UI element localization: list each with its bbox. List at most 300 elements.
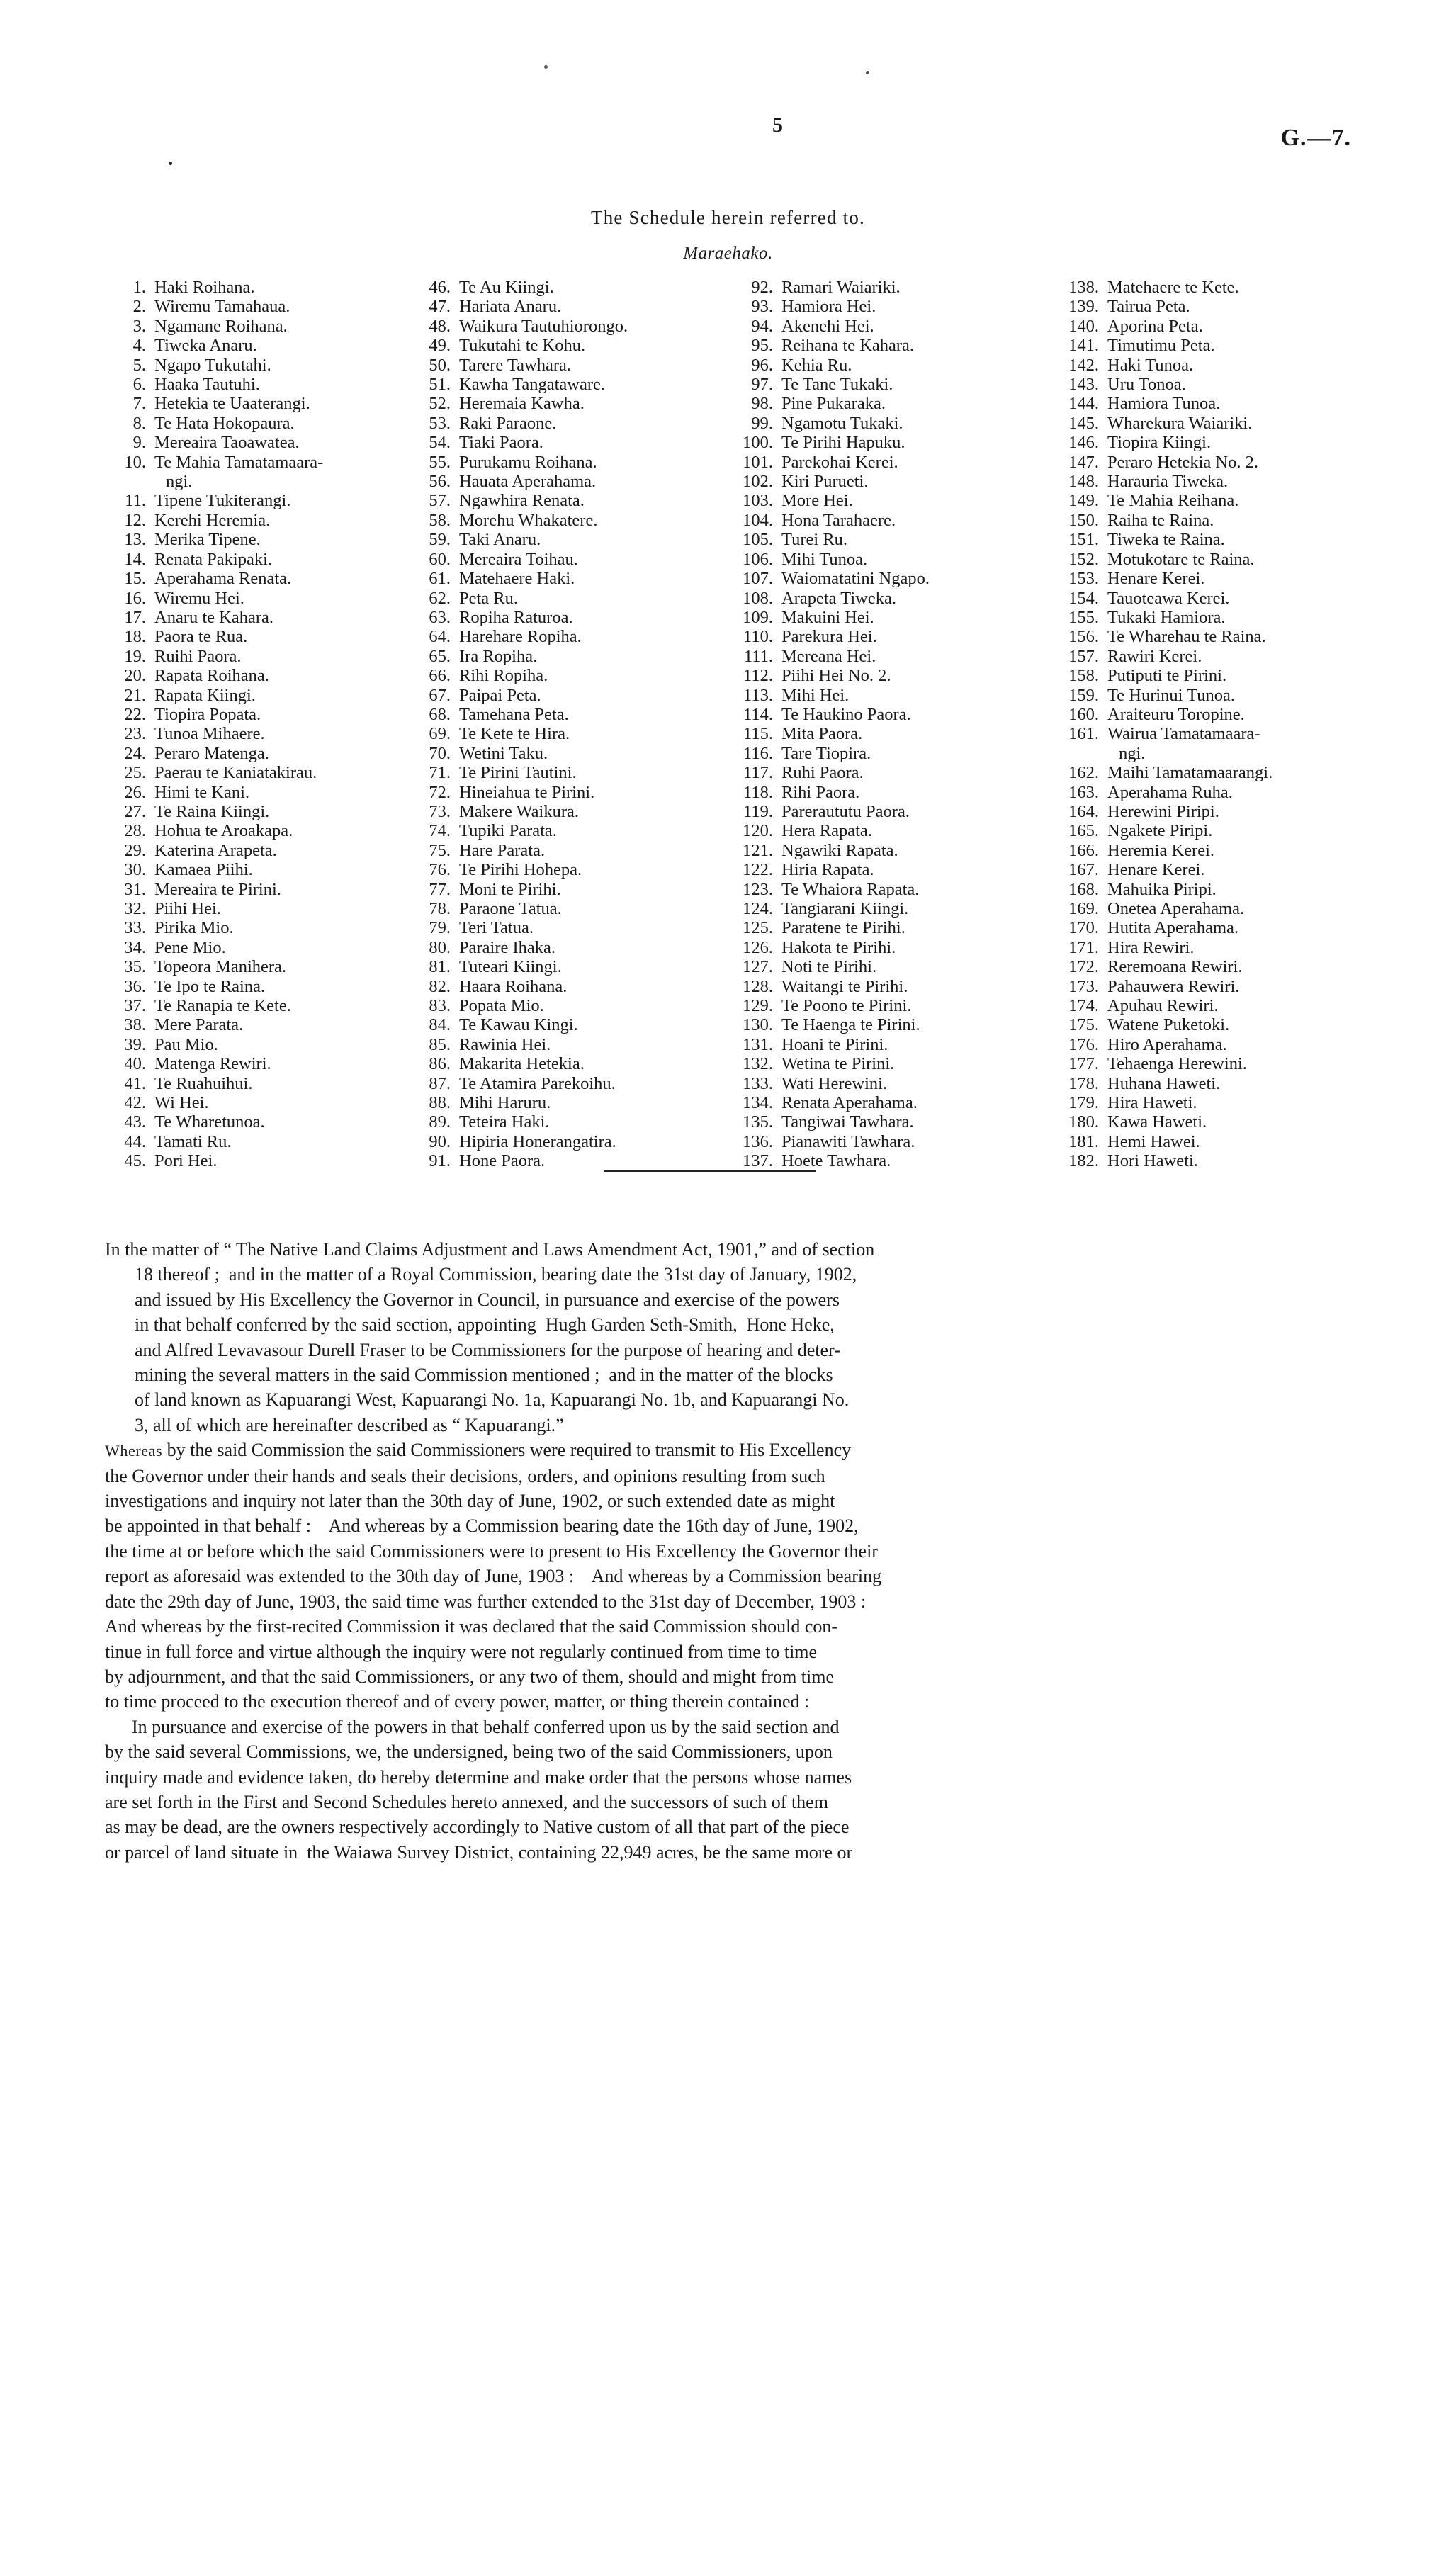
item-name: Te Au Kiingi. — [459, 278, 554, 297]
list-item — [106, 841, 411, 860]
list-item — [1059, 530, 1364, 549]
item-number: 82. — [429, 976, 451, 996]
list-item — [733, 977, 1059, 996]
item-name: Tarere Tawhara. — [459, 355, 571, 375]
item-number: 139. — [1068, 297, 1099, 317]
whereas-rest: by the said Commission the said Commissioners were required to transmit to His Excellency — [162, 1440, 852, 1461]
item-name: Wetini Taku. — [459, 743, 548, 763]
item-number: 76. — [429, 860, 451, 880]
item-name: Haki Tunoa. — [1107, 355, 1194, 375]
item-name: Tiopira Kiingi. — [1107, 433, 1212, 453]
list-item — [411, 918, 733, 937]
item-number: 96. — [751, 355, 773, 375]
list-item — [733, 472, 1059, 491]
list-item — [1059, 880, 1364, 899]
list-item — [411, 1035, 733, 1054]
item-number: 8. — [132, 413, 146, 433]
list-item — [733, 414, 1059, 433]
item-number: 54. — [429, 433, 451, 453]
item-name: Waiomatatini Ngapo. — [781, 569, 930, 589]
item-name: Peta Ru. — [459, 588, 519, 608]
item-name: Tunoa Mihaere. — [154, 724, 265, 744]
list-item — [733, 686, 1059, 705]
item-number: 145. — [1068, 413, 1099, 433]
item-name: Wi Hei. — [154, 1093, 209, 1113]
list-item — [106, 589, 411, 608]
item-name: Kerehi Heremia. — [154, 510, 271, 530]
item-number: 31. — [124, 879, 146, 899]
list-item — [411, 1151, 733, 1170]
list-item — [733, 627, 1059, 646]
list-item — [411, 375, 733, 394]
text-line: date the 29th day of June, 1903, the said time was further extended to the 31st day of December, 1903 : — [105, 1591, 867, 1612]
list-item — [106, 394, 411, 413]
item-number: 62. — [429, 588, 451, 608]
list-item — [1059, 433, 1364, 452]
list-item — [106, 414, 411, 433]
item-name: Hetekia te Uaaterangi. — [154, 394, 310, 414]
item-name: Parekohai Kerei. — [781, 452, 898, 472]
item-number: 118. — [743, 782, 773, 802]
item-number: 182. — [1068, 1151, 1099, 1171]
item-name: Onetea Aperahama. — [1107, 899, 1245, 918]
item-number: 1. — [132, 278, 146, 297]
list-item — [1059, 821, 1364, 840]
item-name: Tupiki Parata. — [459, 821, 557, 841]
item-number: 71. — [429, 763, 451, 783]
item-name: Te Atamira Parekoihu. — [459, 1073, 616, 1093]
paragraph-in-pursuance — [105, 1715, 1352, 1865]
item-name: Te Tane Tukaki. — [781, 375, 893, 395]
item-number: 57. — [429, 491, 451, 511]
list-item — [1059, 453, 1364, 472]
list-item — [1059, 511, 1364, 530]
item-name: Pirika Mio. — [154, 918, 234, 938]
list-item — [411, 686, 733, 705]
item-number: 43. — [124, 1112, 146, 1132]
item-number: 45. — [124, 1151, 146, 1171]
list-item — [733, 705, 1059, 724]
item-name: Ira Ropiha. — [459, 646, 538, 666]
item-name: Ngamane Roihana. — [154, 316, 288, 336]
item-name: Hineiahua te Pirini. — [459, 782, 595, 802]
item-name: Pareraututu Paora. — [781, 801, 910, 821]
list-item — [411, 802, 733, 821]
item-number: 19. — [124, 646, 146, 666]
item-name: Tangiarani Kiingi. — [781, 899, 909, 918]
list-item — [1059, 938, 1364, 957]
text-line: to time proceed to the execution thereof and of every power, matter, or thing therein contained : — [105, 1691, 810, 1712]
list-item — [733, 996, 1059, 1015]
list-item — [733, 1112, 1059, 1131]
item-name: Wairua Tamatamaara- — [1107, 724, 1260, 744]
list-item — [733, 1035, 1059, 1054]
item-number: 167. — [1068, 860, 1099, 880]
item-name: Kamaea Piihi. — [154, 860, 253, 880]
item-number: 20. — [124, 666, 146, 686]
text-line: mining the several matters in the said Commission mentioned ; and in the matter of the blocks — [135, 1365, 833, 1386]
item-name: Te Kete te Hira. — [459, 724, 570, 744]
item-name: Harauria Tiweka. — [1107, 472, 1229, 492]
list-item — [1059, 375, 1364, 394]
item-name: Mereaira Toihau. — [459, 549, 578, 569]
list-item — [106, 569, 411, 588]
item-number: 68. — [429, 704, 451, 724]
item-number: 148. — [1068, 472, 1099, 492]
item-number: 72. — [429, 782, 451, 802]
item-number: 10. — [124, 452, 146, 472]
item-number: 147. — [1068, 452, 1099, 472]
item-name: Te Pirihi Hapuku. — [781, 433, 905, 453]
list-item — [411, 433, 733, 452]
item-name: Piihi Hei. — [154, 899, 221, 918]
item-name: Tukaki Hamiora. — [1107, 607, 1226, 627]
item-name: Aporina Peta. — [1107, 316, 1203, 336]
item-name: Paipai Peta. — [459, 685, 541, 705]
list-item — [1059, 977, 1364, 996]
list-item — [733, 821, 1059, 840]
item-name: Tiaki Paora. — [459, 433, 543, 453]
item-number: 90. — [429, 1131, 451, 1151]
list-item — [1059, 1054, 1364, 1073]
item-number: 109. — [743, 607, 773, 627]
item-number: 124. — [743, 899, 773, 918]
item-name: Te Poono te Pirini. — [781, 996, 912, 1016]
item-name: Tukutahi te Kohu. — [459, 336, 586, 356]
item-number: 22. — [124, 704, 146, 724]
list-item — [733, 589, 1059, 608]
list-item — [1059, 278, 1364, 297]
list-item — [106, 1074, 411, 1093]
name-list — [106, 278, 1367, 1171]
item-number: 78. — [429, 899, 451, 918]
list-item — [411, 647, 733, 666]
item-number: 113. — [743, 685, 773, 705]
text-line: or parcel of land situate in the Waiawa Survey District, containing 22,949 acres, be the same more or — [105, 1841, 853, 1863]
item-name: Paraire Ihaka. — [459, 937, 556, 957]
item-name: Huhana Haweti. — [1107, 1073, 1221, 1093]
item-number: 114. — [743, 704, 773, 724]
item-name: Ropiha Raturoa. — [459, 607, 573, 627]
list-item — [106, 802, 411, 821]
text-line: In pursuance and exercise of the powers in that behalf conferred upon us by the said section and — [132, 1716, 840, 1737]
item-name-continuation: ngi. — [166, 472, 193, 492]
item-number: 59. — [429, 530, 451, 550]
item-number: 61. — [429, 569, 451, 589]
list-item — [411, 356, 733, 375]
list-item — [106, 356, 411, 375]
item-name: Rawinia Hei. — [459, 1034, 551, 1054]
item-name: Arapeta Tiweka. — [781, 588, 896, 608]
list-item — [1059, 356, 1364, 375]
item-number: 49. — [429, 336, 451, 356]
list-item — [733, 1015, 1059, 1034]
item-name: Morehu Whakatere. — [459, 510, 598, 530]
item-number: 102. — [743, 472, 773, 492]
item-name: Watene Puketoki. — [1107, 1015, 1230, 1035]
list-item — [411, 278, 733, 297]
list-item — [106, 821, 411, 840]
item-number: 13. — [124, 530, 146, 550]
item-number: 30. — [124, 860, 146, 880]
item-name: Mereaira te Pirini. — [154, 879, 281, 899]
list-item — [411, 1132, 733, 1151]
item-number: 160. — [1068, 704, 1099, 724]
item-number: 126. — [743, 937, 773, 957]
list-item — [106, 1151, 411, 1170]
list-item — [1059, 860, 1364, 879]
item-number: 9. — [132, 433, 146, 453]
item-name: Te Ranapia te Kete. — [154, 996, 291, 1016]
item-number: 127. — [743, 957, 773, 977]
item-number: 159. — [1068, 685, 1099, 705]
item-number: 137. — [743, 1151, 773, 1171]
list-item — [733, 880, 1059, 899]
page-number: 5 — [772, 113, 784, 137]
list-item — [733, 666, 1059, 685]
item-name: Ngawiki Rapata. — [781, 840, 898, 860]
item-number: 120. — [743, 821, 773, 841]
list-item — [1059, 1035, 1364, 1054]
item-number: 151. — [1068, 530, 1099, 550]
list-item — [1059, 550, 1364, 569]
item-number: 152. — [1068, 549, 1099, 569]
item-number: 60. — [429, 549, 451, 569]
item-number: 63. — [429, 607, 451, 627]
item-number: 100. — [743, 433, 773, 453]
item-name: Hira Rewiri. — [1107, 937, 1195, 957]
item-name: Purukamu Roihana. — [459, 452, 597, 472]
list-item — [106, 453, 411, 472]
item-number: 81. — [429, 957, 451, 977]
item-name: Matehaere te Kete. — [1107, 278, 1239, 297]
item-number: 125. — [743, 918, 773, 938]
item-number: 80. — [429, 937, 451, 957]
item-number: 48. — [429, 316, 451, 336]
list-item — [106, 317, 411, 336]
item-name: Parekura Hei. — [781, 627, 877, 647]
item-number: 180. — [1068, 1112, 1099, 1132]
item-number: 170. — [1068, 918, 1099, 938]
item-name: Pori Hei. — [154, 1151, 218, 1171]
item-name: Ngawhira Renata. — [459, 491, 585, 511]
list-item — [733, 317, 1059, 336]
list-item — [411, 821, 733, 840]
item-name: Te Pirihi Hohepa. — [459, 860, 582, 880]
item-name: Teri Tatua. — [459, 918, 534, 938]
item-name: Matehaere Haki. — [459, 569, 575, 589]
item-number: 110. — [743, 627, 773, 647]
item-number: 50. — [429, 355, 451, 375]
list-item — [106, 1015, 411, 1034]
list-item — [106, 899, 411, 918]
item-number: 85. — [429, 1034, 451, 1054]
item-name: Paratene te Pirihi. — [781, 918, 905, 938]
item-number: 14. — [124, 549, 146, 569]
whereas-smallcaps: Whereas — [105, 1442, 163, 1460]
list-item — [1059, 569, 1364, 588]
item-number: 27. — [124, 801, 146, 821]
list-item — [1059, 841, 1364, 860]
item-name: Kehia Ru. — [781, 355, 852, 375]
item-number: 37. — [124, 996, 146, 1016]
list-item — [1059, 724, 1364, 743]
list-item — [106, 977, 411, 996]
item-number: 18. — [124, 627, 146, 647]
list-item — [106, 763, 411, 782]
text-line: report as aforesaid was extended to the 30th day of June, 1903 : And whereas by a Commission bearing — [105, 1566, 882, 1587]
item-number: 171. — [1068, 937, 1099, 957]
list-item — [733, 802, 1059, 821]
item-name: Hona Tarahaere. — [781, 510, 896, 530]
item-number: 131. — [743, 1034, 773, 1054]
item-number: 156. — [1068, 627, 1099, 647]
item-name: Moni te Pirihi. — [459, 879, 561, 899]
item-number: 74. — [429, 821, 451, 841]
item-number: 84. — [429, 1015, 451, 1035]
item-name: Te Hurinui Tunoa. — [1107, 685, 1236, 705]
item-name: Haki Roihana. — [154, 278, 255, 297]
item-name: Putiputi te Pirini. — [1107, 666, 1227, 686]
list-item — [106, 1054, 411, 1073]
item-number: 106. — [743, 549, 773, 569]
item-number: 163. — [1068, 782, 1099, 802]
item-name: Hiria Rapata. — [781, 860, 874, 880]
item-name: Makere Waikura. — [459, 801, 579, 821]
item-number: 3. — [132, 316, 146, 336]
list-item — [411, 666, 733, 685]
text-line: 18 thereof ; and in the matter of a Royal Commission, bearing date the 31st day of January, 1902, — [135, 1264, 857, 1285]
list-item — [733, 530, 1059, 549]
item-name: Mita Paora. — [781, 724, 863, 744]
item-name: Hakota te Pirihi. — [781, 937, 896, 957]
item-name: Tipene Tukiterangi. — [154, 491, 291, 511]
list-item — [1059, 996, 1364, 1015]
speck-mark-c — [169, 162, 172, 165]
item-number: 128. — [743, 976, 773, 996]
item-number: 29. — [124, 840, 146, 860]
text-line: and Alfred Levavasour Durell Fraser to be Commissioners for the purpose of hearing and deter- — [135, 1339, 840, 1360]
text-line: the Governor under their hands and seals their decisions, orders, and opinions resulting from such — [105, 1465, 825, 1486]
item-name: Turei Ru. — [781, 530, 848, 550]
item-name: Paerau te Kaniatakirau. — [154, 763, 317, 783]
item-name: Rawiri Kerei. — [1107, 646, 1202, 666]
item-number: 38. — [124, 1015, 146, 1035]
list-item — [411, 705, 733, 724]
list-item — [411, 336, 733, 355]
list-item — [411, 550, 733, 569]
list-item — [106, 1093, 411, 1112]
list-item — [733, 744, 1059, 763]
list-item — [1059, 802, 1364, 821]
list-item — [411, 744, 733, 763]
item-name: Hamiora Tunoa. — [1107, 394, 1221, 414]
item-number: 162. — [1068, 763, 1099, 783]
item-number: 98. — [751, 394, 773, 414]
list-item — [411, 317, 733, 336]
item-number: 32. — [124, 899, 146, 918]
list-item — [106, 938, 411, 957]
item-name: Ruihi Paora. — [154, 646, 242, 666]
item-name: Waitangi te Pirihi. — [781, 976, 908, 996]
item-name: Mereaira Taoawatea. — [154, 433, 300, 453]
list-item — [733, 957, 1059, 976]
item-name: Makuini Hei. — [781, 607, 874, 627]
list-item — [411, 996, 733, 1015]
list-item — [106, 957, 411, 976]
list-item — [411, 1054, 733, 1073]
item-name: Tuteari Kiingi. — [459, 957, 562, 977]
list-item — [1059, 608, 1364, 627]
item-number: 93. — [751, 297, 773, 317]
item-number: 64. — [429, 627, 451, 647]
item-name: Tiweka Anaru. — [154, 336, 257, 356]
item-number: 87. — [429, 1073, 451, 1093]
item-name: Mereana Hei. — [781, 646, 876, 666]
name-column-1 — [106, 278, 411, 1171]
list-item — [1059, 918, 1364, 937]
list-item — [411, 957, 733, 976]
list-item — [106, 1035, 411, 1054]
item-name: Mihi Hei. — [781, 685, 850, 705]
item-number: 97. — [751, 375, 773, 395]
list-item — [411, 589, 733, 608]
item-number: 79. — [429, 918, 451, 938]
list-item — [106, 491, 411, 510]
item-number: 140. — [1068, 316, 1099, 336]
list-item — [411, 297, 733, 316]
list-item — [411, 530, 733, 549]
item-name: Makarita Hetekia. — [459, 1054, 585, 1074]
item-name: Te Ruahuihui. — [154, 1073, 253, 1093]
item-number: 129. — [743, 996, 773, 1016]
item-number: 56. — [429, 472, 451, 492]
item-number: 46. — [429, 278, 451, 297]
list-item — [411, 1093, 733, 1112]
item-number: 157. — [1068, 646, 1099, 666]
item-name: Tauoteawa Kerei. — [1107, 588, 1230, 608]
list-item — [106, 278, 411, 297]
item-name: Ruhi Paora. — [781, 763, 864, 783]
item-number: 173. — [1068, 976, 1099, 996]
list-item — [1059, 491, 1364, 510]
item-number: 178. — [1068, 1073, 1099, 1093]
item-number: 58. — [429, 510, 451, 530]
item-number: 7. — [132, 394, 146, 414]
list-item — [106, 783, 411, 802]
name-column-3 — [733, 278, 1059, 1171]
list-item — [106, 724, 411, 743]
item-number: 155. — [1068, 607, 1099, 627]
item-name: Apuhau Rewiri. — [1107, 996, 1219, 1016]
item-name: Reremoana Rewiri. — [1107, 957, 1243, 977]
list-item — [733, 860, 1059, 879]
item-number: 55. — [429, 452, 451, 472]
item-number: 51. — [429, 375, 451, 395]
list-item — [1059, 783, 1364, 802]
list-item — [1059, 589, 1364, 608]
list-item — [1059, 627, 1364, 646]
item-number: 66. — [429, 666, 451, 686]
item-name: Pahauwera Rewiri. — [1107, 976, 1240, 996]
list-item — [733, 511, 1059, 530]
item-number: 105. — [743, 530, 773, 550]
item-name-continuation: ngi. — [1119, 743, 1146, 763]
item-number: 112. — [743, 666, 773, 686]
item-number: 16. — [124, 588, 146, 608]
item-number: 23. — [124, 724, 146, 744]
name-column-2 — [411, 278, 733, 1171]
